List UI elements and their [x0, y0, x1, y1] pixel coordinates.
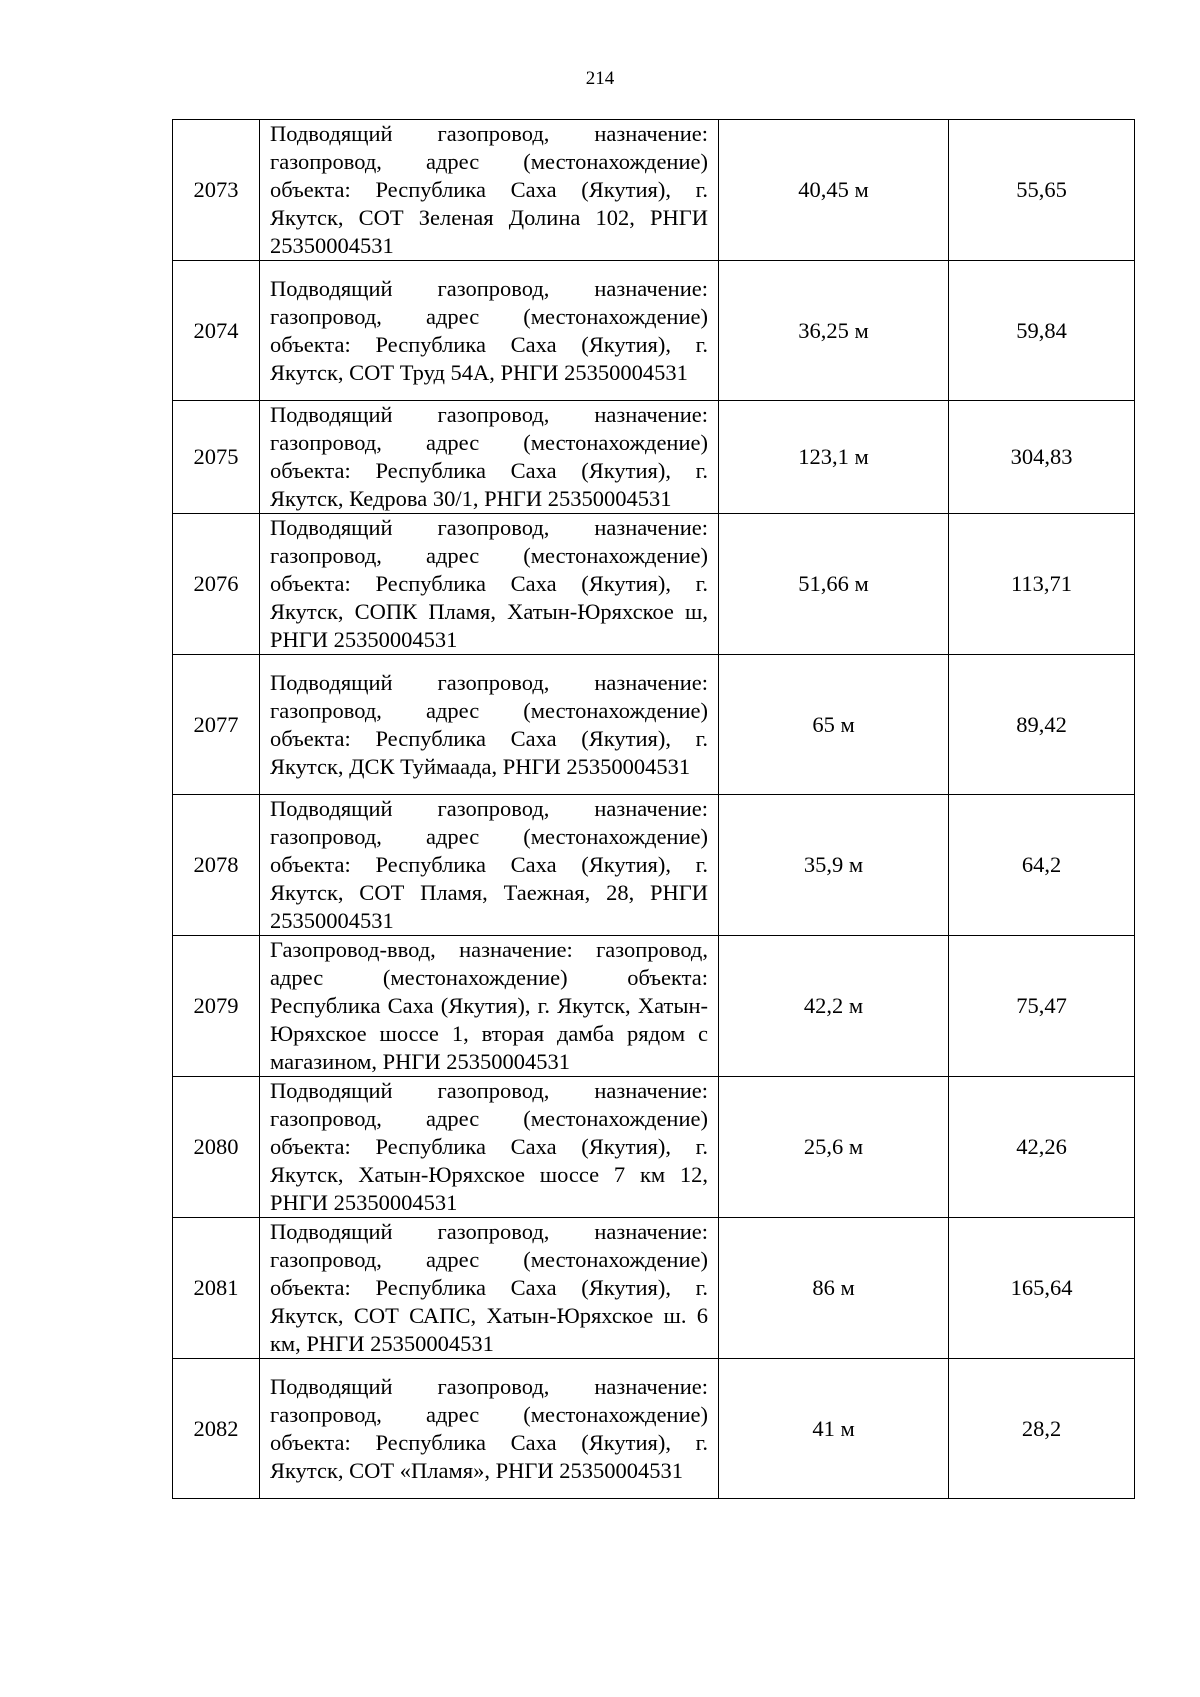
object-length: 86 м: [719, 1218, 949, 1359]
object-value: 89,42: [949, 655, 1135, 795]
object-description: Подводящий газопровод, назначение: газопровод, адрес (местонахождение) объекта: Республика Саха (Якутия), г. Якутск, СОТ САПС, Хатын-Юряхское ш. 6 км, РНГИ 25350004531: [260, 1218, 719, 1359]
object-value: 304,83: [949, 401, 1135, 514]
object-description: Подводящий газопровод, назначение: газопровод, адрес (местонахождение) объекта: Республика Саха (Якутия), г. Якутск, СОТ Труд 54А, РНГИ 25350004531: [260, 261, 719, 401]
object-value: 28,2: [949, 1359, 1135, 1499]
table-row: [173, 1077, 1135, 1218]
object-description: Подводящий газопровод, назначение: газопровод, адрес (местонахождение) объекта: Республика Саха (Якутия), г. Якутск, ДСК Туймаада, РНГИ 25350004531: [260, 655, 719, 795]
object-value: 113,71: [949, 514, 1135, 655]
object-value: 165,64: [949, 1218, 1135, 1359]
row-number: 2079: [173, 936, 260, 1077]
table-row: [173, 655, 1135, 795]
table-row: [173, 120, 1135, 261]
object-length: 40,45 м: [719, 120, 949, 261]
row-number: 2080: [173, 1077, 260, 1218]
object-value: 42,26: [949, 1077, 1135, 1218]
row-number: 2073: [173, 120, 260, 261]
table-row: [173, 936, 1135, 1077]
table-row: [173, 1359, 1135, 1499]
row-number: 2082: [173, 1359, 260, 1499]
object-length: 35,9 м: [719, 795, 949, 936]
object-length: 65 м: [719, 655, 949, 795]
object-description: Подводящий газопровод, назначение: газопровод, адрес (местонахождение) объекта: Республика Саха (Якутия), г. Якутск, СОТ «Пламя», РНГИ 25350004531: [260, 1359, 719, 1499]
object-length: 42,2 м: [719, 936, 949, 1077]
table-row: [173, 795, 1135, 936]
object-length: 36,25 м: [719, 261, 949, 401]
object-description: Подводящий газопровод, назначение: газопровод, адрес (местонахождение) объекта: Республика Саха (Якутия), г. Якутск, СОПК Пламя, Хатын-Юряхское ш, РНГИ 25350004531: [260, 514, 719, 655]
object-value: 75,47: [949, 936, 1135, 1077]
page-number: 214: [585, 68, 615, 89]
table-row: [173, 514, 1135, 655]
table-row: [173, 1218, 1135, 1359]
object-length: 51,66 м: [719, 514, 949, 655]
object-description: Подводящий газопровод, назначение: газопровод, адрес (местонахождение) объекта: Республика Саха (Якутия), г. Якутск, СОТ Пламя, Таежная, 28, РНГИ 25350004531: [260, 795, 719, 936]
object-length: 41 м: [719, 1359, 949, 1499]
object-length: 123,1 м: [719, 401, 949, 514]
row-number: 2075: [173, 401, 260, 514]
row-number: 2074: [173, 261, 260, 401]
object-description: Подводящий газопровод, назначение: газопровод, адрес (местонахождение) объекта: Республика Саха (Якутия), г. Якутск, Хатын-Юряхское шоссе 7 км 12, РНГИ 25350004531: [260, 1077, 719, 1218]
table-row: [173, 401, 1135, 514]
object-description: Подводящий газопровод, назначение: газопровод, адрес (местонахождение) объекта: Республика Саха (Якутия), г. Якутск, СОТ Зеленая Долина 102, РНГИ 25350004531: [260, 120, 719, 261]
object-description: Подводящий газопровод, назначение: газопровод, адрес (местонахождение) объекта: Республика Саха (Якутия), г. Якутск, Кедрова 30/1, РНГИ 25350004531: [260, 401, 719, 514]
object-length: 25,6 м: [719, 1077, 949, 1218]
row-number: 2081: [173, 1218, 260, 1359]
row-number: 2078: [173, 795, 260, 936]
object-value: 64,2: [949, 795, 1135, 936]
object-description: Газопровод-ввод, назначение: газопровод, адрес (местонахождение) объекта: Республика Саха (Якутия), г. Якутск, Хатын-Юряхское шоссе 1, вторая дамба рядом с магазином, РНГИ 25350004531: [260, 936, 719, 1077]
row-number: 2077: [173, 655, 260, 795]
table-row: [173, 261, 1135, 401]
object-value: 59,84: [949, 261, 1135, 401]
row-number: 2076: [173, 514, 260, 655]
object-value: 55,65: [949, 120, 1135, 261]
registry-table: [172, 119, 1135, 1499]
